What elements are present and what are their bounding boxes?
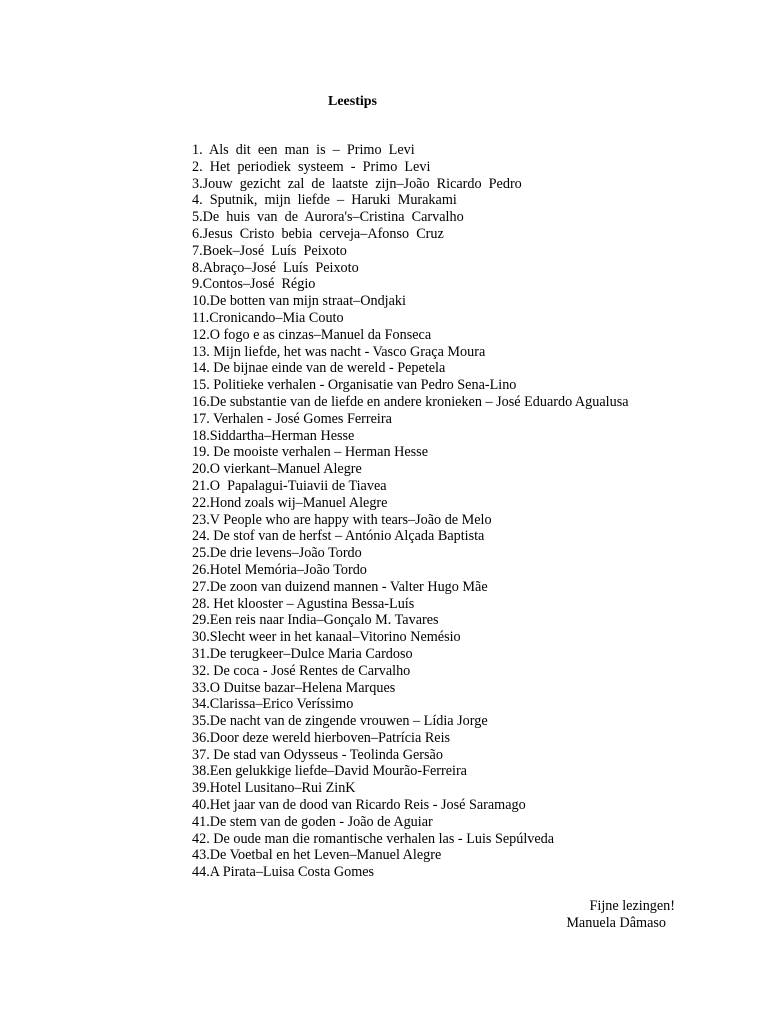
list-item: 39.Hotel Lusitano–Rui ZinK xyxy=(192,780,356,797)
list-item: 25.De drie levens–João Tordo xyxy=(192,545,362,562)
list-item: 41.De stem van de goden - João de Aguiar xyxy=(192,813,433,830)
signature: Manuela Dâmaso xyxy=(566,915,666,931)
list-item: 10.De botten van mijn straat–Ondjaki xyxy=(192,293,406,310)
list-item: 43.De Voetbal en het Leven–Manuel Alegre xyxy=(192,847,442,864)
list-item: 32. De coca - José Rentes de Carvalho xyxy=(192,662,411,679)
list-item: 5.De huis van de Aurora's–Cristina Carvalho xyxy=(192,209,464,226)
list-item: 20.O vierkant–Manuel Alegre xyxy=(192,461,362,478)
list-item: 14. De bijnae einde van de wereld - Pepetela xyxy=(192,360,446,377)
list-item: 1. Als dit een man is – Primo Levi xyxy=(192,142,415,158)
list-item: 44.A Pirata–Luisa Costa Gomes xyxy=(192,864,375,881)
list-item: 34.Clarissa–Erico Veríssimo xyxy=(192,696,354,713)
list-item: 33.O Duitse bazar–Helena Marques xyxy=(192,679,396,696)
list-item: 23.V People who are happy with tears–João de Melo xyxy=(192,511,492,528)
closing-block xyxy=(566,898,675,932)
list-item: 6.Jesus Cristo bebia cerveja–Afonso Cruz xyxy=(192,225,444,242)
list-item: 42. De oude man die romantische verhalen las - Luis Sepúlveda xyxy=(192,830,555,847)
closing-text: Fijne lezingen! xyxy=(589,898,675,914)
list-item: 24. De stof van de herfst – António Alçada Baptista xyxy=(192,528,485,545)
list-item: 13. Mijn liefde, het was nacht - Vasco Graça Moura xyxy=(192,343,486,360)
list-item: 17. Verhalen - José Gomes Ferreira xyxy=(192,410,392,427)
list-item: 4. Sputnik, mijn liefde – Haruki Murakami xyxy=(192,192,457,209)
reading-list xyxy=(192,142,712,881)
list-item: 35.De nacht van de zingende vrouwen – Lídia Jorge xyxy=(192,713,488,730)
list-item: 9.Contos–José Régio xyxy=(192,276,316,293)
list-item: 22.Hond zoals wij–Manuel Alegre xyxy=(192,494,388,511)
list-item: 27.De zoon van duizend mannen - Valter Hugo Mãe xyxy=(192,578,488,595)
list-item: 30.Slecht weer in het kanaal–Vitorino Nemésio xyxy=(192,629,461,646)
list-item: 29.Een reis naar India–Gonçalo M. Tavares xyxy=(192,612,439,629)
list-item: 40.Het jaar van de dood van Ricardo Reis - José Saramago xyxy=(192,797,526,814)
list-item: 28. Het klooster – Agustina Bessa-Luís xyxy=(192,595,415,612)
list-item: 19. De mooiste verhalen – Herman Hesse xyxy=(192,444,428,461)
list-item: 12.O fogo e as cinzas–Manuel da Fonseca xyxy=(192,326,432,343)
list-item: 31.De terugkeer–Dulce Maria Cardoso xyxy=(192,645,413,662)
list-item: 11.Cronicando–Mia Couto xyxy=(192,309,344,326)
list-item: 3.Jouw gezicht zal de laatste zijn–João Ricardo Pedro xyxy=(192,175,522,192)
list-item: 26.Hotel Memória–João Tordo xyxy=(192,561,367,578)
list-item: 8.Abraço–José Luís Peixoto xyxy=(192,259,359,276)
list-item: 7.Boek–José Luís Peixoto xyxy=(192,242,347,259)
list-item: 36.Door deze wereld hierboven–Patrícia Reis xyxy=(192,729,451,746)
page-title: Leestips xyxy=(328,94,377,109)
list-item: 37. De stad van Odysseus - Teolinda Gersão xyxy=(192,746,443,763)
list-item: 16.De substantie van de liefde en andere kronieken – José Eduardo Agualusa xyxy=(192,393,629,410)
list-item: 21.O Papalagui-Tuiavii de Tiavea xyxy=(192,477,387,494)
list-item: 2. Het periodiek systeem - Primo Levi xyxy=(192,158,431,175)
list-item: 18.Siddartha–Herman Hesse xyxy=(192,427,355,444)
list-item: 38.Een gelukkige liefde–David Mourão-Ferreira xyxy=(192,763,467,780)
list-item: 15. Politieke verhalen - Organisatie van Pedro Sena-Lino xyxy=(192,377,517,394)
